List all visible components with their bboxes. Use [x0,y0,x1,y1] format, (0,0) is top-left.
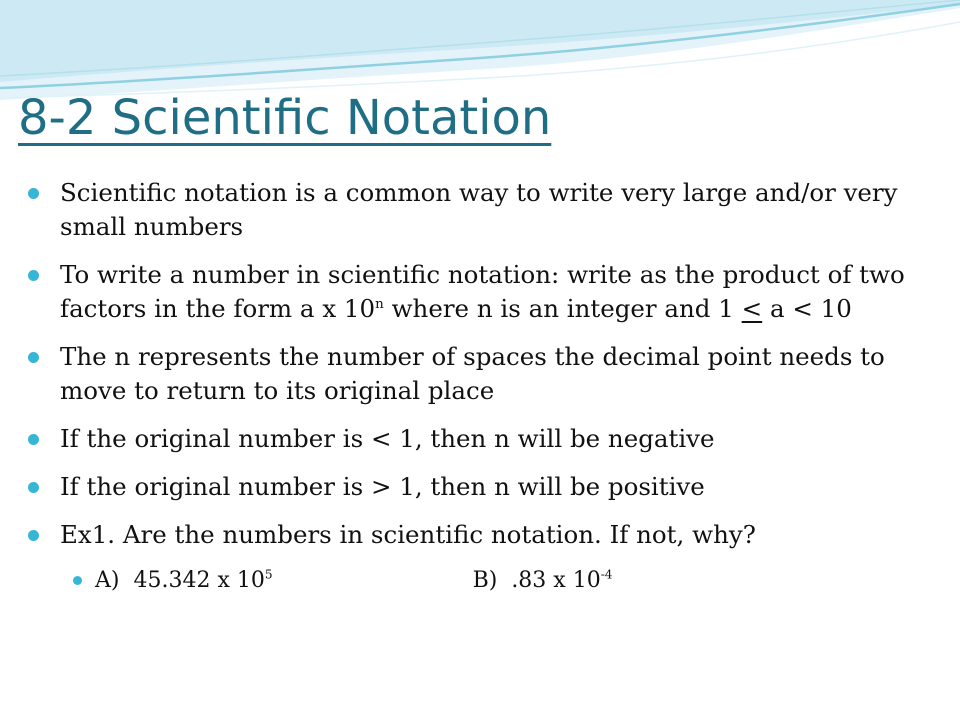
bullet-dot [28,352,39,363]
bullet-item-how-to-write [28,258,928,326]
bullet-text: The n represents the number of spaces the decimal point needs to move to return to its original place [60,342,885,405]
bullet-text-part2: where n is an integer and 1 [383,294,742,323]
bullet-dot [28,188,39,199]
bullet-item-negative-rule [28,422,928,456]
bullet-text: If the original number is > 1, then n will be positive [60,472,705,501]
example-a-base: 45.342 x 10 [133,568,265,593]
bullet-item-example [28,518,928,552]
slide-title: 8-2 Scientific Notation [18,90,552,146]
wave-band-pale [0,0,960,82]
bullet-dot [28,482,39,493]
bullet-dot [28,530,39,541]
bullet-text-part3: a < 10 [762,294,852,323]
example-b-exponent: -4 [600,567,613,582]
bullet-text: Ex1. Are the numbers in scientific notation. If not, why? [60,520,756,549]
bullet-text: If the original number is < 1, then n will be negative [60,424,715,453]
example-a-exponent: 5 [264,567,273,582]
bullet-item-n-meaning [28,340,928,408]
example-b-label: B) [472,568,498,593]
bullet-text-part1: To write a number in scientific notation: write as the product of two factors in the form a x 10 [60,260,905,323]
bullet-dot [28,270,39,281]
bullet-list [28,176,928,610]
sub-bullet-dot [73,576,82,585]
bullet-dot [28,434,39,445]
example-a-label: A) [95,568,120,593]
bullet-text: Scientific notation is a common way to write very large and/or very small numbers [60,178,898,241]
sub-bullet-example-items [28,566,928,596]
bullet-item-definition [28,176,928,244]
bullet-item-positive-rule [28,470,928,504]
less-or-equal-symbol: < [741,294,763,323]
example-b-base: .83 x 10 [511,568,601,593]
exponent-n: n [375,295,384,312]
